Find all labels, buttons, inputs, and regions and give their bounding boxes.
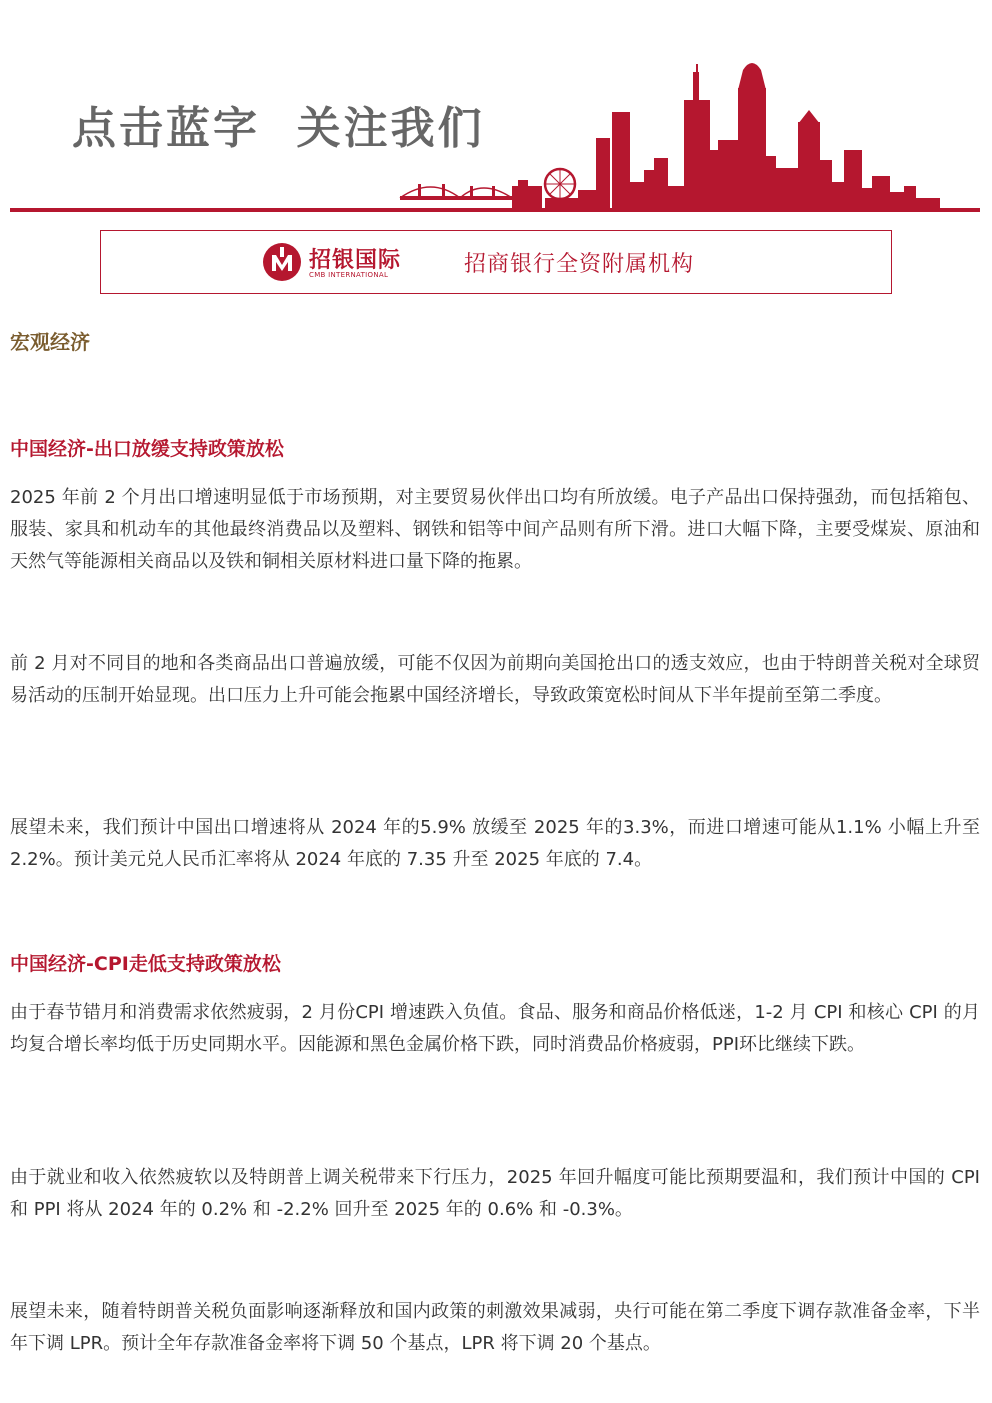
- skyline-illustration: [0, 0, 992, 215]
- article-paragraph: 2025 年前 2 个月出口增速明显低于市场预期，对主要贸易伙伴出口均有所放缓。电子产品出口保持强劲，而包括箱包、服装、家具和机动车的其他最终消费品以及塑料、钢铁和铝等中间产品则有所下滑。进口大幅下降，主要受煤炭、原油和天然气等能源相关商品以及铁和铜相关原材料进口量下降的拖累。: [10, 487, 980, 572]
- article-heading: 中国经济-CPI走低支持政策放松: [10, 953, 281, 975]
- article-paragraph: 前 2 月对不同目的地和各类商品出口普遍放缓，可能不仅因为前期向美国抢出口的透支效应，也由于特朗普关税对全球贸易活动的压制开始显现。出口压力上升可能会拖累中国经济增长，导致政策宽松时间从下半年提前至第二季度。: [10, 653, 980, 706]
- brand-banner: [100, 230, 892, 294]
- article-paragraph: 展望未来，随着特朗普关税负面影响逐渐释放和国内政策的刺激效果减弱，央行可能在第二季度下调存款准备金率，下半年下调 LPR。预计全年存款准备金率将下调 50 个基点，LPR 将下调 20 个基点。: [10, 1301, 980, 1354]
- article-paragraph: 展望未来，我们预计中国出口增速将从 2024 年的5.9% 放缓至 2025 年的3.3%，而进口增速可能从1.1% 小幅上升至2.2%。预计美元兑人民币汇率将从 2024 年底的 7.35 升至 2025 年底的 7.4。: [10, 817, 980, 870]
- cmb-logo-icon: [261, 239, 303, 285]
- article-heading: 中国经济-出口放缓支持政策放松: [10, 438, 284, 460]
- article-paragraph: 由于就业和收入依然疲软以及特朗普上调关税带来下行压力，2025 年回升幅度可能比预期要温和，我们预计中国的 CPI 和 PPI 将从 2024 年的 0.2% 和 -2.2% 回升至 2025 年的 0.6% 和 -0.3%。: [10, 1167, 980, 1220]
- page-header: [0, 0, 992, 215]
- logo-english-name: CMB INTERNATIONAL: [309, 271, 389, 279]
- banner-slogan: 招商银行全资附属机构: [464, 252, 695, 277]
- article-paragraph: 由于春节错月和消费需求依然疲弱，2 月份CPI 增速跌入负值。食品、服务和商品价格低迷，1-2 月 CPI 和核心 CPI 的月均复合增长率均低于历史同期水平。因能源和黑色金属价格下跌，同时消费品价格疲弱，PPI环比继续下跌。: [10, 1002, 980, 1055]
- header-title: 点击蓝字 关注我们: [72, 103, 485, 154]
- logo-chinese-name: 招银国际: [309, 248, 402, 273]
- section-title: 宏观经济: [10, 330, 90, 354]
